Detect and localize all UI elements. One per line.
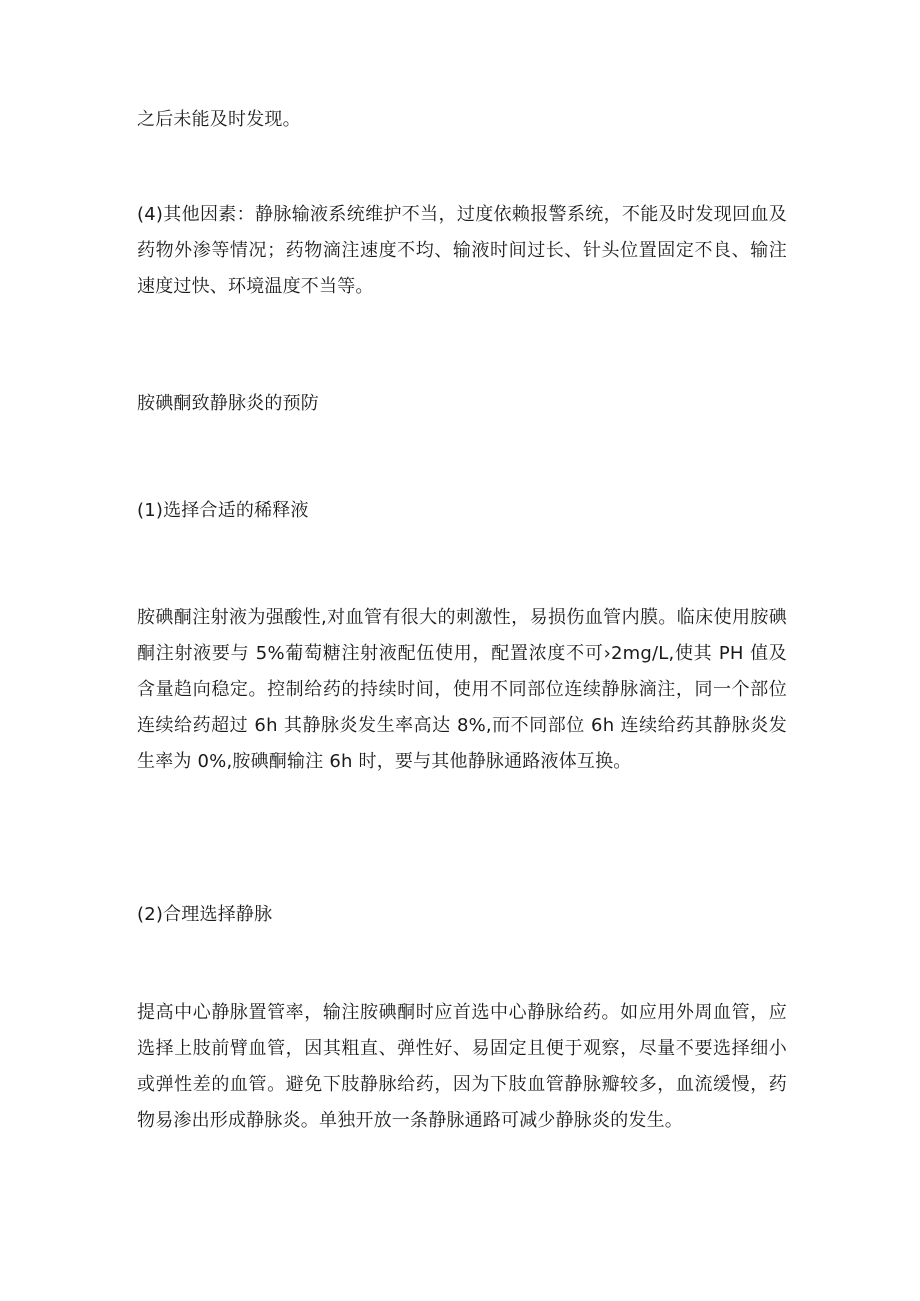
subheading-diluent: (1)选择合适的稀释液 [137,500,309,521]
paragraph-other-factors: (4)其他因素：静脉输液系统维护不当，过度依赖报警系统，不能及时发现回血及药物外渗等情况；药物滴注速度不均、输液时间过长、针头位置固定不良、输注速度过快、环境温度不当等。 [137,204,787,297]
paragraph-continuation: 之后未能及时发现。 [137,109,301,130]
section-heading-prevention: 胺碘酮致静脉炎的预防 [137,393,319,414]
subheading-vein-selection: (2)合理选择静脉 [137,904,273,925]
paragraph-diluent: 胺碘酮注射液为强酸性,对血管有很大的刺激性，易损伤血管内膜。临床使用胺碘酮注射液要与 5%葡萄糖注射液配伍使用，配置浓度不可›2mg/L,使其 PH 值及含量趋向稳定。控制给药的持续时间，使用不同部位连续静脉滴注，同一个部位连续给药超过 6h 其静脉炎发生率高达 8%,而不同部位 6h 连续给药其静脉炎发生率为 0%,胺碘酮输注 6h 时，要与其他静脉通路液体互换。 [137,607,787,772]
paragraph-vein-selection: 提高中心静脉置管率，输注胺碘酮时应首选中心静脉给药。如应用外周血管，应选择上肢前臂血管，因其粗直、弹性好、易固定且便于观察，尽量不要选择细小或弹性差的血管。避免下肢静脉给药，因为下肢血管静脉瓣较多，血流缓慢，药物易渗出形成静脉炎。单独开放一条静脉通路可减少静脉炎的发生。 [137,1002,787,1131]
